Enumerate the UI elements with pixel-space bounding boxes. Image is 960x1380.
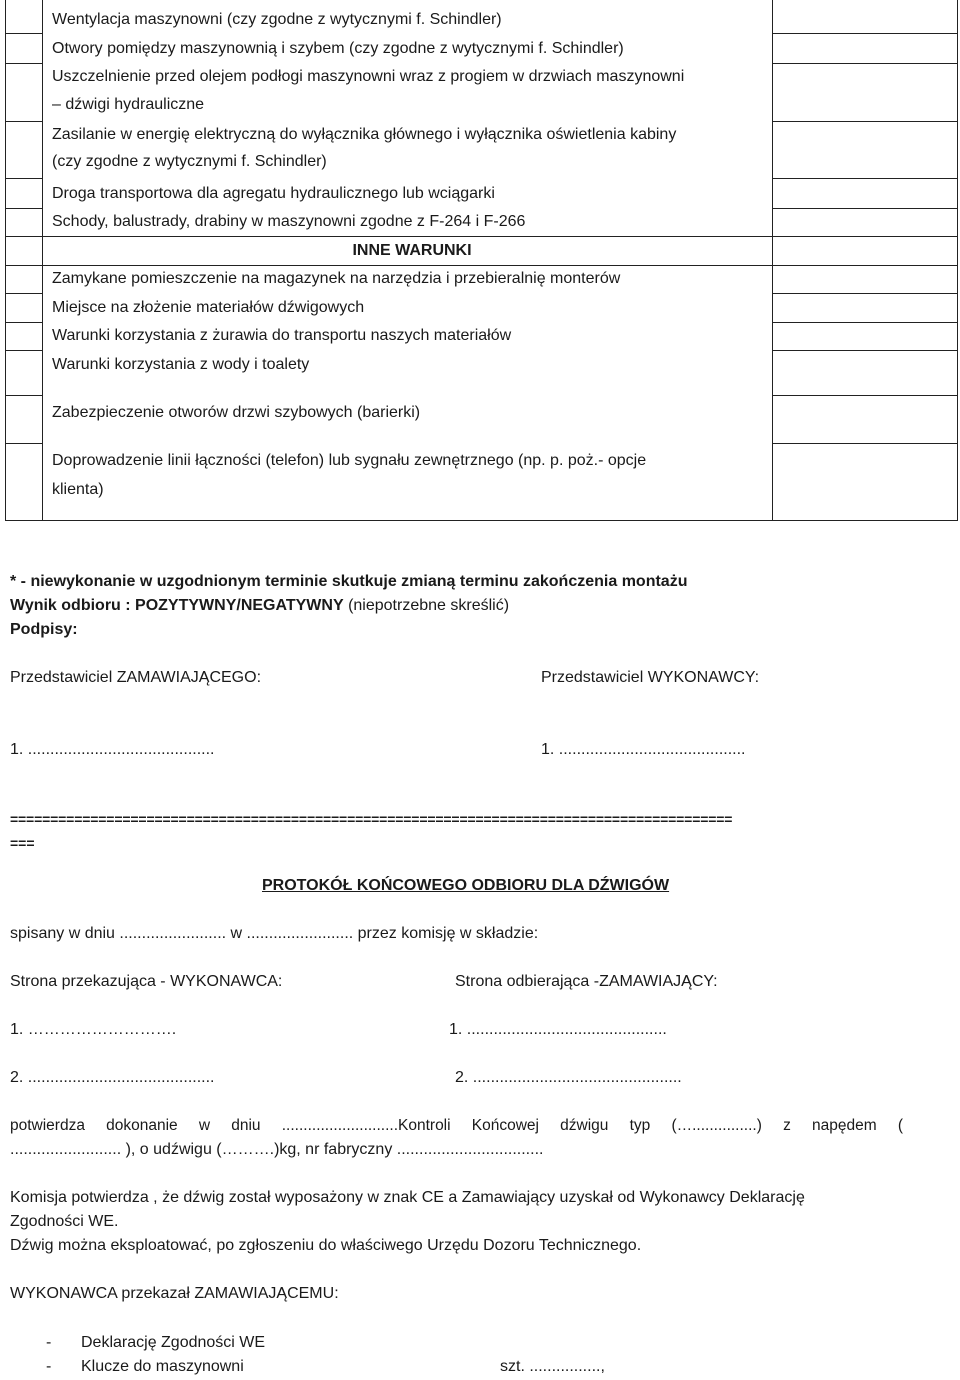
list-item-dash: - (46, 1334, 52, 1351)
warning-note: * - niewykonanie w uzgodnionym terminie skutkuje zmianą terminu zakończenia montażu (10, 573, 688, 590)
table-row: (czy zgodne z wytycznymi f. Schindler) (52, 153, 327, 170)
client-signature-line: 1. .......................................... (10, 741, 215, 758)
signatures-label: Podpisy: (10, 621, 78, 638)
handing-member-2: 2. .......................................... (10, 1069, 215, 1086)
table-row-line (6, 178, 42, 179)
table-row: Zamykane pomieszczenie na magazynek na narzędzia i przebieralnię monterów (52, 270, 621, 287)
receiving-member-1: 1. ............................................. (449, 1021, 667, 1038)
table-row: Doprowadzenie linii łączności (telefon) lub sygnału zewnętrznego (np. p. poż.- opcje (52, 452, 647, 469)
table-row-line (772, 121, 958, 122)
table-column-divider (42, 0, 43, 520)
handing-member-1: 1. ………………………. (10, 1021, 177, 1038)
confirmation-line: potwierdza dokonanie w dniu ...........................Kontroli Końcowej dźwigu typ (…...............) z napędem ( (10, 1117, 903, 1134)
table-row-line (772, 443, 958, 444)
drawn-up-line: spisany w dniu ........................ w ........................ przez komisję w składzie: (10, 925, 539, 942)
contractor-signature-line: 1. .......................................... (541, 741, 746, 758)
confirmation-line-2: ......................... ), o udźwigu (……….)kg, nr fabryczny ................................. (10, 1141, 544, 1158)
table-row-line (6, 395, 42, 396)
client-representative-label: Przedstawiciel ZAMAWIAJĄCEGO: (10, 669, 262, 686)
handed-over-label: WYKONAWCA przekazał ZAMAWIAJĄCEMU: (10, 1285, 339, 1302)
table-row-line (6, 322, 42, 323)
list-item: Klucze do maszynowni (81, 1358, 244, 1375)
table-row: Zasilanie w energię elektryczną do wyłącznika głównego i wyłącznika oświetlenia kabiny (52, 126, 677, 143)
table-row: Uszczelnienie przed olejem podłogi maszynowni wraz z progiem w drzwiach maszynowni (52, 68, 685, 85)
table-row: Miejsce na złożenie materiałów dźwigowych (52, 299, 365, 316)
table-row-line (6, 350, 42, 351)
table-row-line (6, 443, 42, 444)
table-row: Zabezpieczenie otworów drzwi szybowych (barierki) (52, 404, 421, 421)
table-row: klienta) (52, 481, 104, 498)
table-row-line (772, 63, 958, 64)
list-item-quantity: szt. ................, (500, 1358, 605, 1375)
table-row-line (6, 63, 42, 64)
table-row-line (772, 293, 958, 294)
table-row-line (6, 33, 42, 34)
receiving-side-label: Strona odbierająca -ZAMAWIAJĄCY: (455, 973, 718, 990)
table-row: Schody, balustrady, drabiny w maszynowni zgodne z F-264 i F-266 (52, 213, 526, 230)
receiving-member-2: 2. ............................................... (455, 1069, 682, 1086)
table-row-line (772, 350, 958, 351)
checklist-table (5, 0, 958, 521)
contractor-representative-label: Przedstawiciel WYKONAWCY: (541, 669, 760, 686)
table-row-line (772, 395, 958, 396)
protocol-title: PROTOKÓŁ KOŃCOWEGO ODBIORU DLA DŹWIGÓW (262, 877, 670, 894)
table-row-line (6, 121, 42, 122)
table-row: Droga transportowa dla agregatu hydraulicznego lub wciągarki (52, 185, 495, 202)
operation-note: Dźwig można eksploatować, po zgłoszeniu do właściwego Urzędu Dozoru Technicznego. (10, 1237, 642, 1254)
table-row: Warunki korzystania z wody i toalety (52, 356, 310, 373)
ce-statement: Komisja potwierdza , że dźwig został wyposażony w znak CE a Zamawiający uzyskał od Wykonawcy Deklarację (10, 1189, 805, 1206)
table-row: Otwory pomiędzy maszynownią i szybem (czy zgodne z wytycznymi f. Schindler) (52, 40, 624, 57)
table-row-line (6, 208, 42, 209)
table-row-line (772, 178, 958, 179)
separator-tail: === (10, 835, 35, 851)
result-line (10, 594, 509, 618)
table-row-line (6, 293, 42, 294)
separator-line: ========================================================================================== (10, 811, 733, 827)
result-label: Wynik odbioru : POZYTYWNY/NEGATYWNY (10, 597, 344, 614)
table-row-line (772, 208, 958, 209)
list-item: Deklarację Zgodności WE (81, 1334, 266, 1351)
table-row-line (772, 322, 958, 323)
table-row: Warunki korzystania z żurawia do transportu naszych materiałów (52, 327, 512, 344)
section-heading: INNE WARUNKI (352, 242, 472, 259)
result-hint: (niepotrzebne skreślić) (343, 597, 510, 614)
ce-statement-2: Zgodności WE. (10, 1213, 119, 1230)
table-row: – dźwigi hydrauliczne (52, 96, 205, 113)
table-row: Wentylacja maszynowni (czy zgodne z wytycznymi f. Schindler) (52, 11, 502, 28)
list-item-dash: - (46, 1358, 52, 1375)
table-row-line (772, 33, 958, 34)
handing-side-label: Strona przekazująca - WYKONAWCA: (10, 973, 283, 990)
